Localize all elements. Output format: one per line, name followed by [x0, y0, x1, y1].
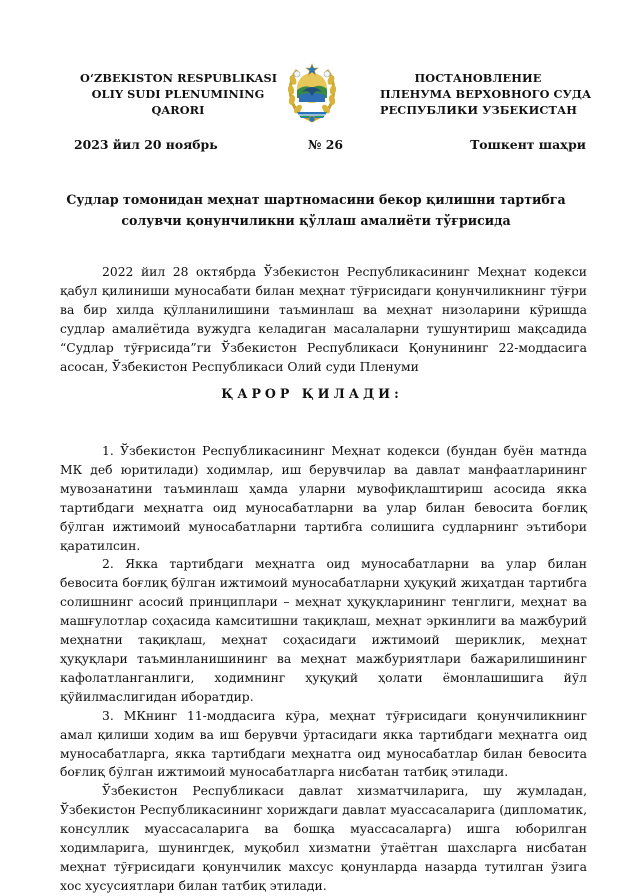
- document-title: [60, 189, 572, 231]
- title-line: Судлар томонидан меҳнат шартномасини бекор қилишни тартибга: [66, 192, 566, 207]
- header-russian-title: [380, 70, 592, 118]
- resolution-body: [60, 442, 587, 896]
- intro-paragraph: 2022 йил 28 октябрда Ўзбекистон Республикасининг Меҳнат кодекси қабул қилиниши муносабати билан меҳнат тўғрисидаги қонунчиликнинг тўғри ва бир хилда қўлланилишини таъминлаш ва меҳнат низоларини кўришда судлар амалиётида вужудга келадиган масалаларни тушунтириш мақсадида “Судлар тўғрисида”ги Ўзбекистон Республикаси Қонунининг 22-моддасига асосан, Ўзбекистон Республикаси Олий суди Пленуми: [60, 265, 587, 374]
- resolution-paragraph: 1. Ўзбекистон Республикасининг Меҳнат кодекси (бундан буён матнда МК деб юритилади) ходимлар, иш берувчилар ва давлат манфаатларининг мувозанатини таъминлаш ҳамда уларни мувофиқлаштириш асосида якка тартибдаги меҳнатга оид муносабатларни ва улар билан бевосита боғлиқ бўлган ижтимоий муносабатларни тартибга солишига судларнинг эътибори қаратилсин.: [60, 444, 587, 553]
- document-meta-row: [74, 137, 586, 157]
- resolution-paragraph: 2. Якка тартибдаги меҳнатга оид муносабатларни ва улар билан бевосита боғлиқ бўлган ижтимоий муносабатларни ҳуқуқий жиҳатдан тартибга солишнинг асосий принциплари – меҳнат ҳуқуқларининг тенглиги, меҳнат ва машғулотлар соҳасида камситишни тақиқлаш, меҳнат эркинлиги ва мажбурий меҳнатни тақиқлаш, меҳнат соҳасидаги ижтимоий шериклик, меҳнат ҳуқуқлари таъминланишининг ва меҳнат мажбуриятлари бажарилишининг кафолатланганлиги, ходимнинг ҳуқуқий ҳолати ёмонлашишига йўл қўйилмаслигидан иборатдир.: [60, 557, 587, 704]
- resolution-paragraph: Ўзбекистон Республикаси давлат хизматчиларига, шу жумладан, Ўзбекистон Республикасининг хориждаги давлат муассасаларига (дипломатик, консуллик муассасаларига ва бошқа муассасаларга) ишга юборилган ходимларига, шунингдек, муқобил хизматни ўтаётган шахсларга нисбатан меҳнат тўғрисидаги қонунчилик махсус қонунларда назарда тутилган ўзига хос хусусиятлари билан татбиқ этилади.: [60, 784, 587, 893]
- coat-of-arms-emblem-icon: [283, 58, 341, 124]
- document-date: 2023 йил 20 ноябрь: [74, 137, 218, 152]
- document-header: [0, 58, 624, 128]
- intro-section: [60, 263, 587, 376]
- header-right-line: РЕСПУБЛИКИ УЗБЕКИСТАН: [380, 103, 578, 117]
- document-number: № 26: [308, 137, 344, 152]
- title-line: солувчи қонунчиликни қўллаш амалиёти тўғрисида: [121, 213, 511, 228]
- header-left-line: QARORI: [151, 103, 205, 117]
- document-city: Тошкент шаҳри: [470, 137, 586, 152]
- decision-heading: ҚАРОР ҚИЛАДИ:: [221, 386, 403, 401]
- resolution-paragraph: 3. МКнинг 11-моддасига кўра, меҳнат тўғрисидаги қонунчиликнинг амал қилиши ходим ва иш берувчи ўртасидаги якка тартибдаги меҳнатга оид муносабатларга, якка тартибдаги меҳнатга оид муносабатлар билан бевосита боғлиқ бўлган ижтимоий муносабатларга нисбатан татбиқ этилади.: [60, 708, 587, 780]
- header-uzbek-title: [80, 70, 276, 118]
- header-left-line: OLIY SUDI PLENUMINING: [91, 87, 265, 101]
- header-right-line: ПОСТАНОВЛЕНИЕ: [414, 71, 542, 85]
- header-left-line: O‘ZBEKISTON RESPUBLIKASI: [80, 71, 278, 85]
- header-right-line: ПЛЕНУМА ВЕРХОВНОГО СУДА: [380, 87, 592, 101]
